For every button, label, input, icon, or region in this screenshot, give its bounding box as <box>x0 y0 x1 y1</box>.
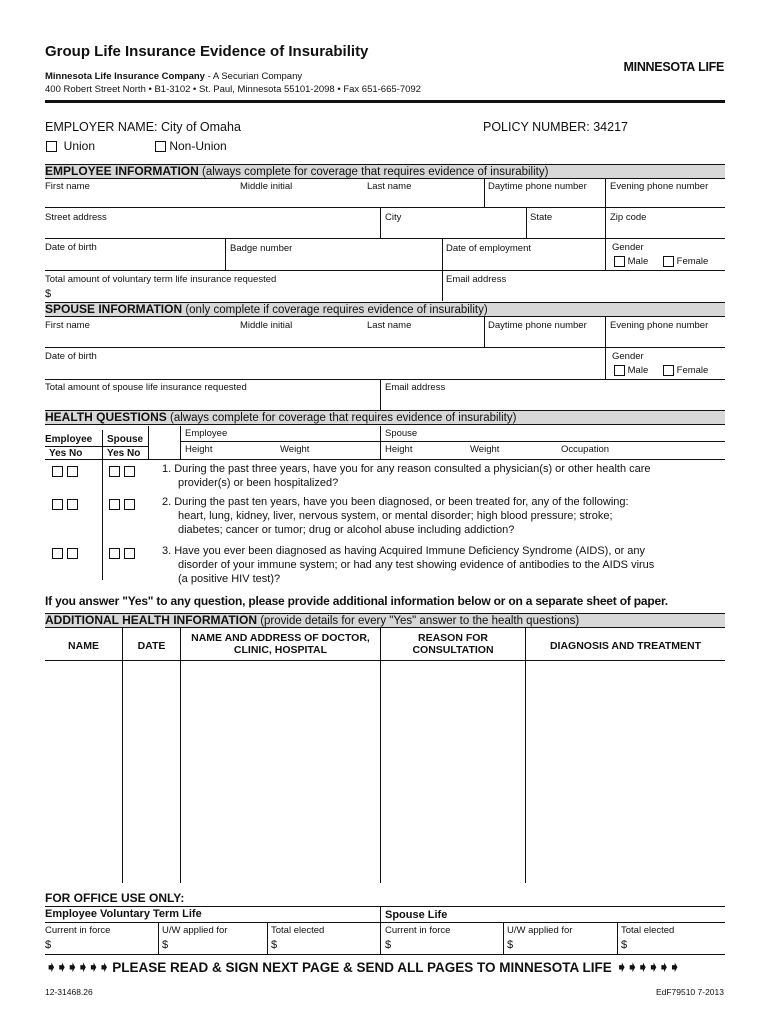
union-checkbox[interactable] <box>46 141 57 152</box>
form-edition: EdF79510 7-2013 <box>655 987 724 997</box>
hq-spouse-col-label: Spouse <box>107 434 144 445</box>
logo-text-2: LIFE <box>698 60 724 74</box>
emp-email-field[interactable]: Email address <box>446 274 507 285</box>
company-name: Minnesota Life Insurance Company <box>45 71 205 82</box>
dollar-2: $ <box>162 939 169 951</box>
q2-sp-yes-checkbox[interactable] <box>109 499 120 510</box>
q1-sp-no-checkbox[interactable] <box>124 466 135 477</box>
spouse-info-note: (only complete if coverage requires evidence of insurability) <box>185 304 488 316</box>
q1-answer-boxes <box>52 463 78 481</box>
union-label: Union <box>63 139 96 153</box>
sp-gender-label: Gender <box>612 351 644 362</box>
additional-health-entry-area[interactable] <box>45 661 725 883</box>
emp-height-field[interactable]: Height <box>185 444 213 455</box>
q3-sp-yes-checkbox[interactable] <box>109 548 120 559</box>
emp-first-name-field[interactable]: First name <box>45 181 90 192</box>
sp-first-name-field[interactable]: First name <box>45 320 90 331</box>
dollar-4: $ <box>385 939 392 951</box>
question-2: 2. During the past ten years, have you been diagnosed, or been treated for, any of the following: heart, lung, kidney, liver, nervous system, or mental disorder; high blood pressure; stroke; diabetes; cancer or tumor; drug or alcohol abuse including addiction? <box>162 496 629 536</box>
employer-name-value[interactable]: City of Omaha <box>161 120 241 134</box>
q3-spouse-answer-boxes <box>109 545 135 563</box>
emp-female-option[interactable]: Female <box>663 256 708 267</box>
hq-employee-col-label: Employee <box>45 434 93 445</box>
employee-info-header <box>45 164 725 179</box>
col-date-header: DATE <box>137 640 166 652</box>
emp-city-field[interactable]: City <box>385 212 402 223</box>
arrow-left-icon: ➧➧➧➧➧➧ <box>45 959 109 976</box>
spouse-info-title: SPOUSE INFORMATION <box>45 302 183 316</box>
sp-dob-field[interactable]: Date of birth <box>45 351 97 362</box>
sp-occupation-field[interactable]: Occupation <box>561 444 610 455</box>
emp-gender-label: Gender <box>612 242 644 253</box>
office-use-title: FOR OFFICE USE ONLY: <box>45 891 185 905</box>
hq-spouse-yes-no: Yes No <box>107 448 141 459</box>
sp-evening-phone-field[interactable]: Evening phone number <box>610 320 709 331</box>
q3-emp-no-checkbox[interactable] <box>67 548 78 559</box>
sp-last-name-field[interactable]: Last name <box>367 320 412 331</box>
dollar-1: $ <box>45 939 52 951</box>
question-1: 1. During the past three years, have you for any reason consulted a physician(s) or other health care provider(s) or been hospitalized? <box>162 463 651 489</box>
hq-spouse-stats-label: Spouse <box>385 428 418 439</box>
q2-spouse-answer-boxes <box>109 496 135 514</box>
emp-male-option[interactable]: Male <box>614 256 648 267</box>
non-union-checkbox[interactable] <box>155 141 166 152</box>
non-union-label: Non-Union <box>169 139 227 153</box>
header-divider <box>45 100 725 103</box>
policy-number-row <box>483 120 628 134</box>
employee-info-note: (always complete for coverage that requires evidence of insurability) <box>201 166 549 178</box>
form-number: 12-31468.26 <box>45 987 93 997</box>
q3-answer-boxes <box>52 545 78 563</box>
employer-name-label: EMPLOYER NAME: <box>45 120 158 134</box>
hq-employee-stats-label: Employee <box>185 428 228 439</box>
office-employee-title: Employee Voluntary Term Life <box>45 908 202 920</box>
health-questions-header <box>45 410 725 425</box>
policy-number-label: POLICY NUMBER: <box>483 120 590 134</box>
send-instruction-bar <box>45 958 725 976</box>
emp-last-name-field[interactable]: Last name <box>367 181 412 192</box>
office-spouse-title: Spouse Life <box>385 909 448 921</box>
q2-emp-yes-checkbox[interactable] <box>52 499 63 510</box>
sp-weight-field[interactable]: Weight <box>470 444 500 455</box>
q2-answer-boxes <box>52 496 78 514</box>
sp-male-checkbox[interactable] <box>614 365 625 376</box>
emp-total-amount-field[interactable]: Total amount of voluntary term life insurance requested <box>45 274 277 285</box>
q1-spouse-answer-boxes <box>109 463 135 481</box>
sp-daytime-phone-field[interactable]: Daytime phone number <box>488 320 587 331</box>
emp-female-checkbox[interactable] <box>663 256 674 267</box>
emp-weight-field[interactable]: Weight <box>280 444 310 455</box>
hq-employee-yes-no: Yes No <box>49 448 83 459</box>
emp-male-checkbox[interactable] <box>614 256 625 267</box>
policy-number-value[interactable]: 34217 <box>593 120 628 134</box>
emp-state-field[interactable]: State <box>530 212 553 223</box>
non-union-option[interactable] <box>155 139 227 153</box>
employer-name-row <box>45 120 241 134</box>
emp-street-field[interactable]: Street address <box>45 212 107 223</box>
emp-total-elected-field[interactable]: Total elected <box>271 925 325 936</box>
sp-female-checkbox[interactable] <box>663 365 674 376</box>
sp-total-elected-field[interactable]: Total elected <box>621 925 675 936</box>
arrow-right-icon: ➧➧➧➧➧➧ <box>615 959 679 976</box>
emp-uw-applied-field[interactable]: U/W applied for <box>162 925 228 936</box>
emp-daytime-phone-field[interactable]: Daytime phone number <box>488 181 587 192</box>
sp-middle-initial-field[interactable]: Middle initial <box>240 320 293 331</box>
emp-dollar-sign: $ <box>45 288 52 300</box>
sp-male-option[interactable]: Male <box>614 365 648 376</box>
q1-emp-yes-checkbox[interactable] <box>52 466 63 477</box>
sp-current-in-force-field[interactable]: Current in force <box>385 925 451 936</box>
emp-badge-field[interactable]: Badge number <box>230 243 293 254</box>
health-questions-title: HEALTH QUESTIONS <box>45 410 167 424</box>
emp-current-in-force-field[interactable]: Current in force <box>45 925 111 936</box>
company-suffix: - A Securian Company <box>204 71 303 82</box>
additional-health-header <box>45 613 725 628</box>
minnesota-life-logo <box>624 58 724 75</box>
yes-answer-instruction: If you answer "Yes" to any question, please provide additional information below or on a separate sheet of paper. <box>45 594 668 608</box>
emp-dob-field[interactable]: Date of birth <box>45 242 97 253</box>
col-name-header: NAME <box>68 640 99 652</box>
q3-sp-no-checkbox[interactable] <box>124 548 135 559</box>
emp-middle-initial-field[interactable]: Middle initial <box>240 181 293 192</box>
q1-sp-yes-checkbox[interactable] <box>109 466 120 477</box>
sp-height-field[interactable]: Height <box>385 444 413 455</box>
emp-evening-phone-field[interactable]: Evening phone number <box>610 181 709 192</box>
col-diagnosis-header: DIAGNOSIS AND TREATMENT <box>549 640 702 652</box>
dollar-3: $ <box>271 939 278 951</box>
dollar-5: $ <box>507 939 514 951</box>
employee-info-title: EMPLOYEE INFORMATION <box>45 164 199 178</box>
send-instruction-text: PLEASE READ & SIGN NEXT PAGE & SEND ALL PAGES TO MINNESOTA LIFE <box>112 960 612 975</box>
additional-health-title: ADDITIONAL HEALTH INFORMATION <box>45 613 257 627</box>
dollar-6: $ <box>621 939 628 951</box>
form-title: Group Life Insurance Evidence of Insurability <box>45 43 369 60</box>
emp-employment-date-field[interactable]: Date of employment <box>446 243 532 254</box>
emp-zip-field[interactable]: Zip code <box>610 212 647 223</box>
additional-health-note: (provide details for every "Yes" answer to the health questions) <box>260 615 580 627</box>
sp-uw-applied-field[interactable]: U/W applied for <box>507 925 573 936</box>
col-reason-header: REASON FOR CONSULTATION <box>412 632 494 656</box>
q3-emp-yes-checkbox[interactable] <box>52 548 63 559</box>
col-doctor-header: NAME AND ADDRESS OF DOCTOR, CLINIC, HOSPITAL <box>191 632 370 656</box>
sp-female-option[interactable]: Female <box>663 365 708 376</box>
company-address: 400 Robert Street North • B1-3102 • St. Paul, Minnesota 55101-2098 • Fax 651-665-7092 <box>45 84 421 95</box>
logo-text-1: MINNESOTA <box>623 60 695 74</box>
q1-emp-no-checkbox[interactable] <box>67 466 78 477</box>
health-questions-note: (always complete for coverage that requires evidence of insurability) <box>169 412 517 424</box>
sp-email-field[interactable]: Email address <box>385 382 446 393</box>
company-line <box>45 71 302 82</box>
sp-total-amount-field[interactable]: Total amount of spouse life insurance requested <box>45 382 247 393</box>
q2-emp-no-checkbox[interactable] <box>67 499 78 510</box>
question-3: 3. Have you ever been diagnosed as having Acquired Immune Deficiency Syndrome (AIDS), or any disorder of your immune system; or had any test showing evidence of antibodies to the AIDS virus (a positive HIV test)? <box>162 545 655 585</box>
union-option[interactable] <box>46 139 95 153</box>
spouse-info-header <box>45 302 725 317</box>
q2-sp-no-checkbox[interactable] <box>124 499 135 510</box>
